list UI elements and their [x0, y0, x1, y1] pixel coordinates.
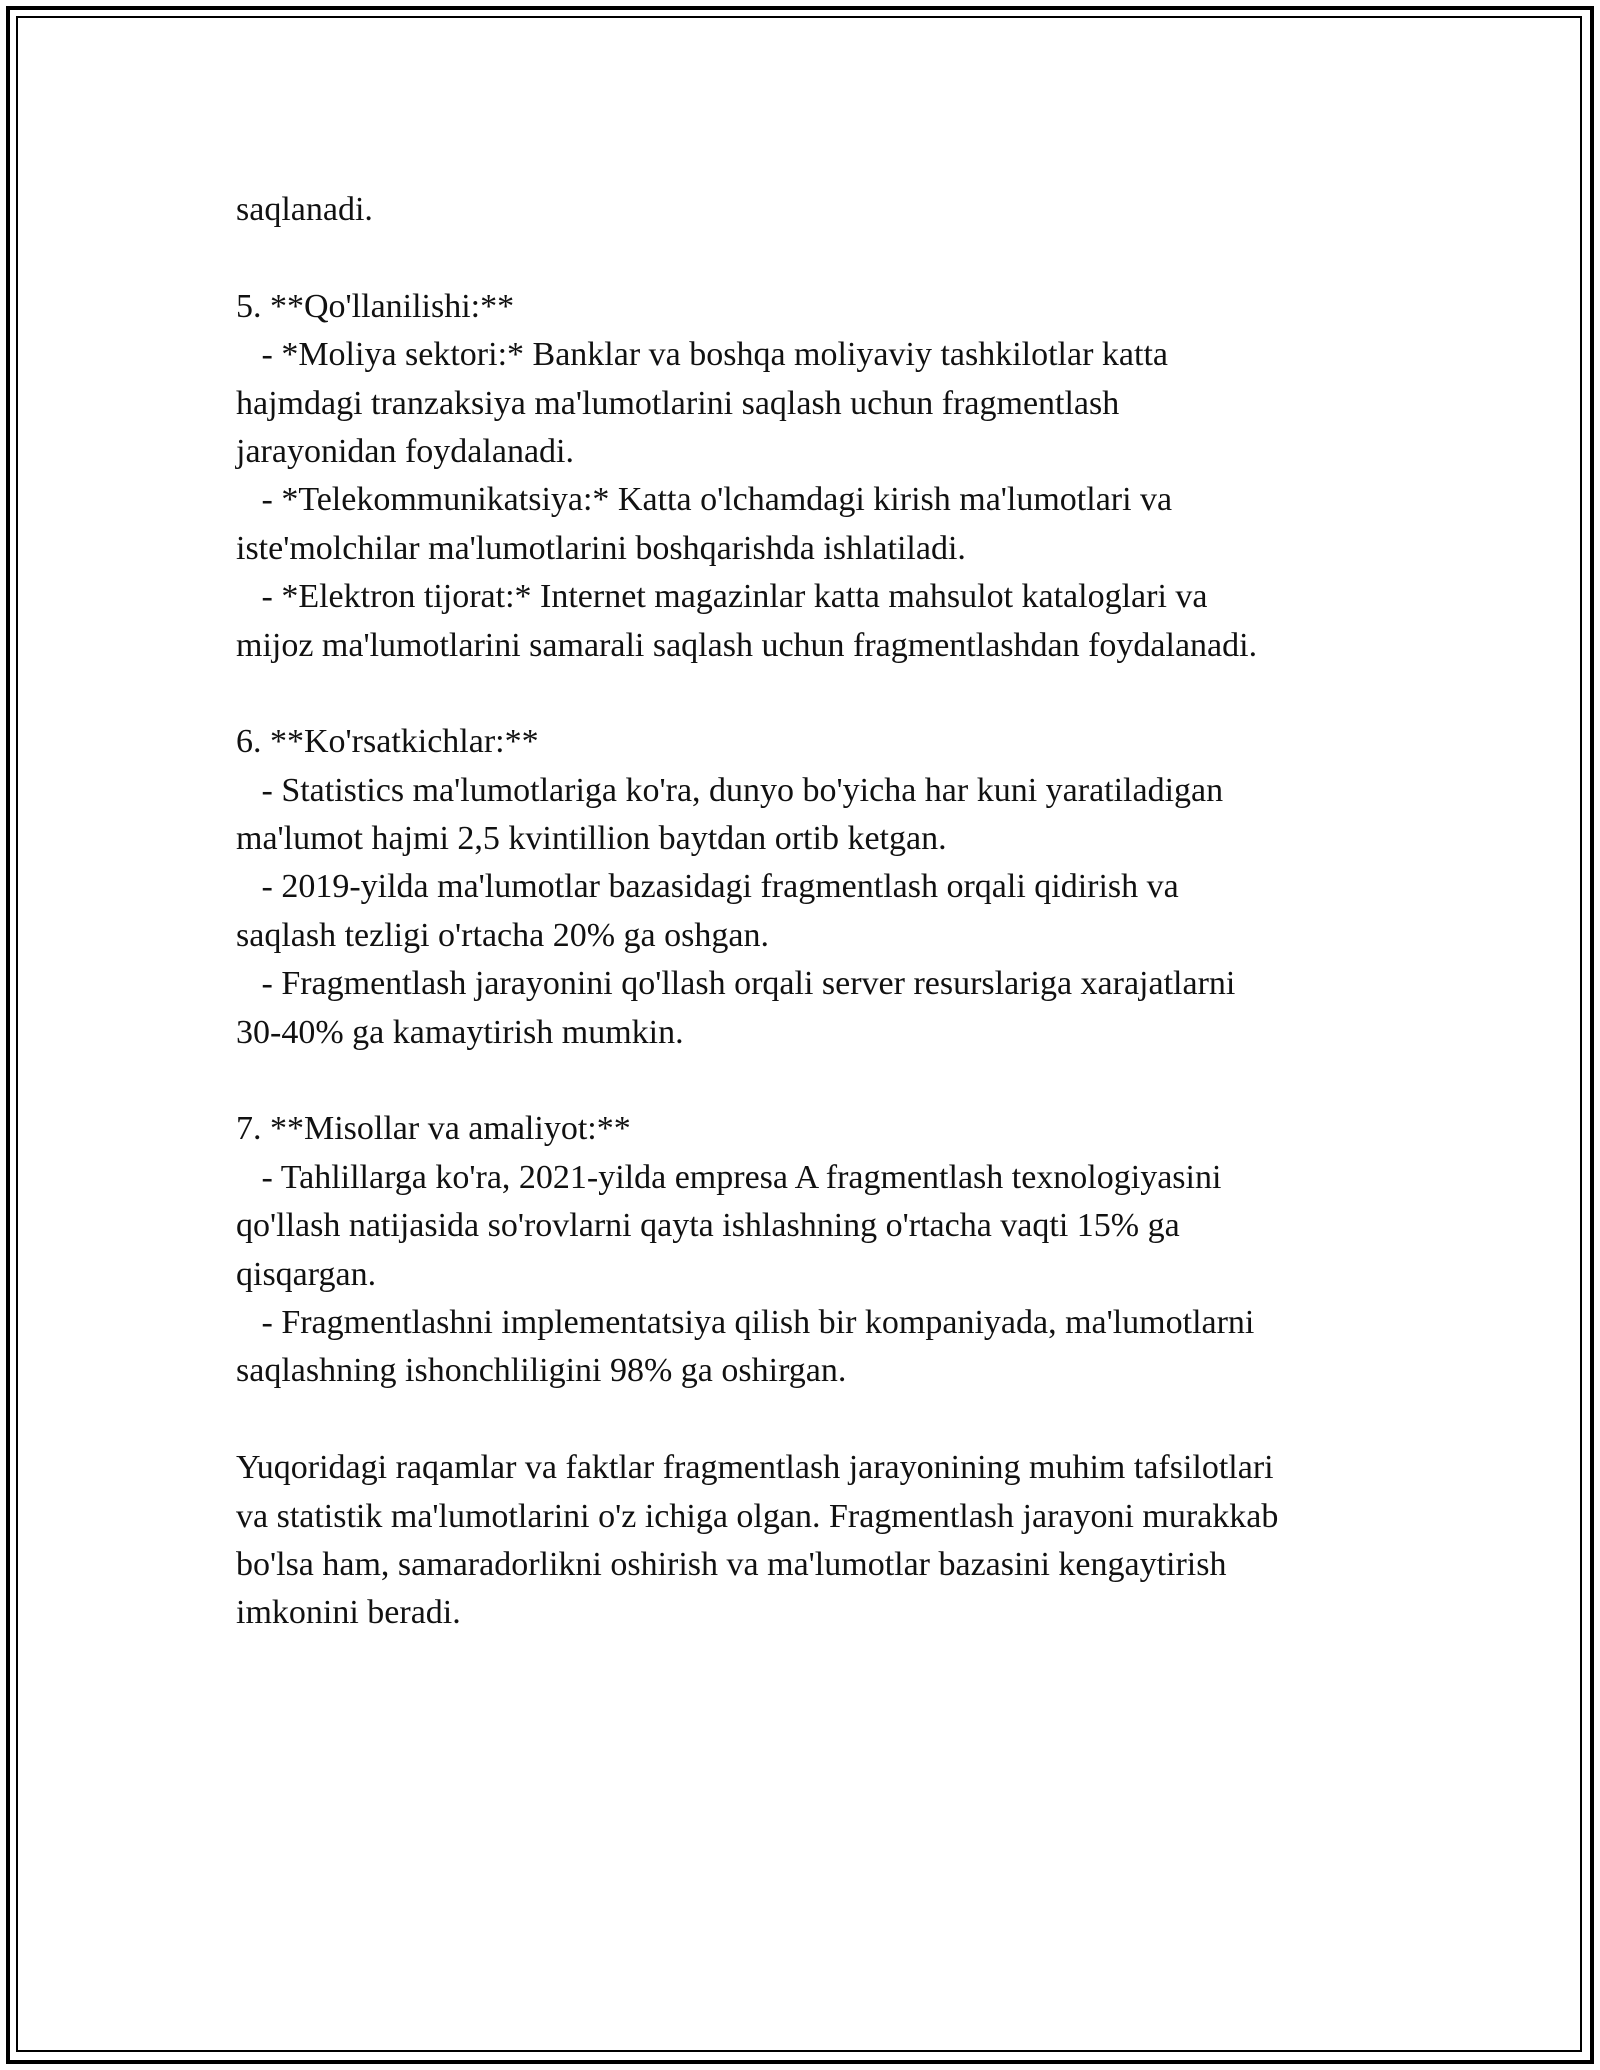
paragraph-line: Yuqoridagi raqamlar va faktlar fragmentlash jarayonining muhim tafsilotlari	[236, 1449, 1274, 1487]
list-item-line: hajmdagi tranzaksiya ma'lumotlarini saqlash uchun fragmentlash	[236, 384, 1120, 422]
list-item-line: jarayonidan foydalanadi.	[236, 432, 574, 470]
section-examples	[236, 1105, 1386, 1395]
list-item-line: 30-40% ga kamaytirish mumkin.	[236, 1013, 684, 1051]
blank-line	[236, 234, 1386, 282]
blank-line	[236, 1057, 1386, 1105]
list-item-line: mijoz ma'lumotlarini samarali saqlash uchun fragmentlashdan foydalanadi.	[236, 626, 1258, 664]
document-body	[236, 186, 1386, 1638]
list-item-line: - Fragmentlash jarayonini qo'llash orqali server resurslariga xarajatlarni	[236, 965, 1236, 1003]
list-item-line: saqlashning ishonchliligini 98% ga oshirgan.	[236, 1352, 847, 1390]
list-item-line: iste'molchilar ma'lumotlarini boshqarishda ishlatiladi.	[236, 529, 966, 567]
blank-line	[236, 1396, 1386, 1444]
section-heading: 7. **Misollar va amaliyot:**	[236, 1110, 631, 1148]
paragraph-line: saqlanadi.	[236, 191, 373, 228]
list-item-line: - Tahlillarga ko'ra, 2021-yilda empresa A fragmentlash texnologiyasini	[236, 1158, 1222, 1196]
list-item-line: - Statistics ma'lumotlariga ko'ra, dunyo bo'yicha har kuni yaratiladigan	[236, 771, 1224, 809]
list-item-line: - Fragmentlashni implementatsiya qilish bir kompaniyada, ma'lumotlarni	[236, 1303, 1255, 1341]
section-indicators	[236, 718, 1386, 1057]
list-item-line: qo'llash natijasida so'rovlarni qayta ishlashning o'rtacha vaqti 15% ga	[236, 1207, 1180, 1245]
list-item-line: - 2019-yilda ma'lumotlar bazasidagi fragmentlash orqali qidirish va	[236, 868, 1179, 906]
conclusion-paragraph	[236, 1444, 1386, 1638]
list-item-line: saqlash tezligi o'rtacha 20% ga oshgan.	[236, 916, 769, 954]
list-item-line: ma'lumot hajmi 2,5 kvintillion baytdan ortib ketgan.	[236, 820, 947, 858]
paragraph-line: imkonini beradi.	[236, 1594, 461, 1632]
section-applications	[236, 283, 1386, 670]
paragraph-line: va statistik ma'lumotlarini o'z ichiga olgan. Fragmentlash jarayoni murakkab	[236, 1497, 1279, 1535]
section-heading: 5. **Qo'llanilishi:**	[236, 287, 515, 325]
list-item-line: - *Telekommunikatsiya:* Katta o'lchamdagi kirish ma'lumotlari va	[236, 481, 1173, 519]
blank-line	[236, 670, 1386, 718]
list-item-line: qisqargan.	[236, 1255, 377, 1293]
list-item-line: - *Moliya sektori:* Banklar va boshqa moliyaviy tashkilotlar katta	[236, 336, 1168, 374]
section-heading: 6. **Ko'rsatkichlar:**	[236, 723, 539, 761]
paragraph-line: bo'lsa ham, samaradorlikni oshirish va ma'lumotlar bazasini kengaytirish	[236, 1545, 1227, 1583]
list-item-line: - *Elektron tijorat:* Internet magazinlar katta mahsulot kataloglari va	[236, 578, 1208, 616]
